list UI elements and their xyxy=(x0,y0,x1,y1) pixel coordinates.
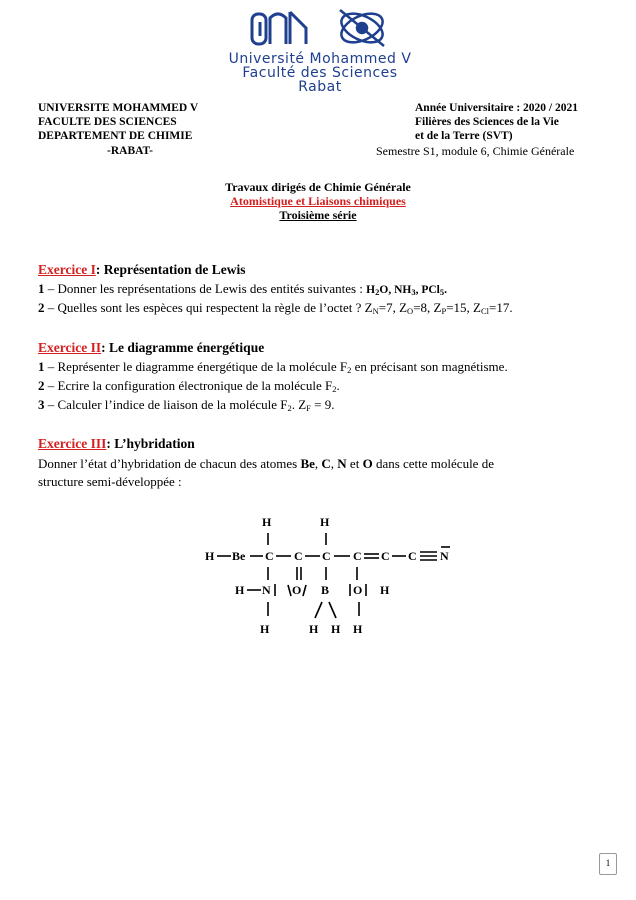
atom-b: B xyxy=(321,583,330,597)
atom-h-left: H xyxy=(205,549,215,563)
atom-n-terminal: N xyxy=(440,549,449,563)
exercise-3-title: : L’hybridation xyxy=(106,436,195,451)
exercise-2-question-2: 2 – Ecrire la configuration électronique de la molécule $F_2$. xyxy=(38,378,340,394)
atom-h-bottom-4: H xyxy=(353,622,363,636)
logo-line-1: Université Mohammed V xyxy=(228,51,412,67)
exercise-3-text-1: Donner l’état d’hybridation de chacun des atomes Be, C, N et O dans cette molécule de xyxy=(38,456,494,471)
doc-title: Travaux dirigés de Chimie Générale xyxy=(225,180,411,194)
logo-line-3: Rabat xyxy=(298,79,342,95)
atom-c6: C xyxy=(408,549,417,563)
header-faculty: FACULTE DES SCIENCES xyxy=(38,116,177,128)
header-academic-year: Année Universitaire : 2020 / 2021 xyxy=(415,102,579,114)
header-city: -RABAT- xyxy=(107,145,154,157)
exercise-2-label: Exercice II xyxy=(38,340,102,355)
atom-h-bottom-3: H xyxy=(331,622,341,636)
atom-o-hydroxyl: O xyxy=(353,583,363,597)
header-department: DEPARTEMENT DE CHIMIE xyxy=(38,130,193,142)
atom-o-carbonyl: O xyxy=(292,583,302,597)
logo-line-2: Faculté des Sciences xyxy=(242,65,398,81)
atom-c5: C xyxy=(381,549,390,563)
exercise-1-question-2: 2 – Quelles sont les espèces qui respectent la règle de l’octet ? $Z_N=7$, $Z_O=8$, $Z_P=15$, $Z_{Cl}=17$. xyxy=(38,300,513,316)
exercise-2-question-1: 1 – Représenter le diagramme énergétique de la molécule $F_2$ en précisant son magnétisme. xyxy=(38,359,508,375)
atom-h-bottom-2: H xyxy=(309,622,319,636)
page-number: 1 xyxy=(599,853,617,875)
exercise-2-title: : Le diagramme énergétique xyxy=(101,340,265,355)
header-university: UNIVERSITE MOHAMMED V xyxy=(38,102,199,114)
atom-c4: C xyxy=(353,549,362,563)
header-filiere-2: et de la Terre (SVT) xyxy=(415,130,513,142)
exercise-2-question-3: 3 – Calculer l’indice de liaison de la molécule $F_2$. $Z_F = 9$. xyxy=(38,397,335,413)
exercise-1-question-1: 1 – Donner les représentations de Lewis des entités suivantes : $H_2O$, $NH_3$, PCl$_5$. xyxy=(38,281,447,297)
doc-series: Troisième série xyxy=(279,208,357,222)
exercise-3-label: Exercice III xyxy=(38,436,107,451)
atom-c2: C xyxy=(294,549,303,563)
atom-be: Be xyxy=(232,549,246,563)
header-filiere-1: Filières des Sciences de la Vie xyxy=(415,116,559,128)
exercise-3-text-2: structure semi-développée : xyxy=(38,474,182,489)
atom-h-top-2: H xyxy=(320,515,330,529)
atom-h-oh: H xyxy=(380,583,390,597)
exercise-1-title: : Représentation de Lewis xyxy=(95,262,246,277)
atom-h-bottom-1: H xyxy=(260,622,270,636)
atom-c3: C xyxy=(322,549,331,563)
header-semestre: Semestre S1, module 6, Chimie Générale xyxy=(376,144,575,158)
doc-subtitle: Atomistique et Liaisons chimiques xyxy=(230,194,406,208)
atom-n-amine: N xyxy=(262,583,271,597)
exercise-1-label: Exercice I xyxy=(38,262,96,277)
atom-h-n: H xyxy=(235,583,245,597)
atom-h-top-1: H xyxy=(262,515,272,529)
atom-c1: C xyxy=(265,549,274,563)
